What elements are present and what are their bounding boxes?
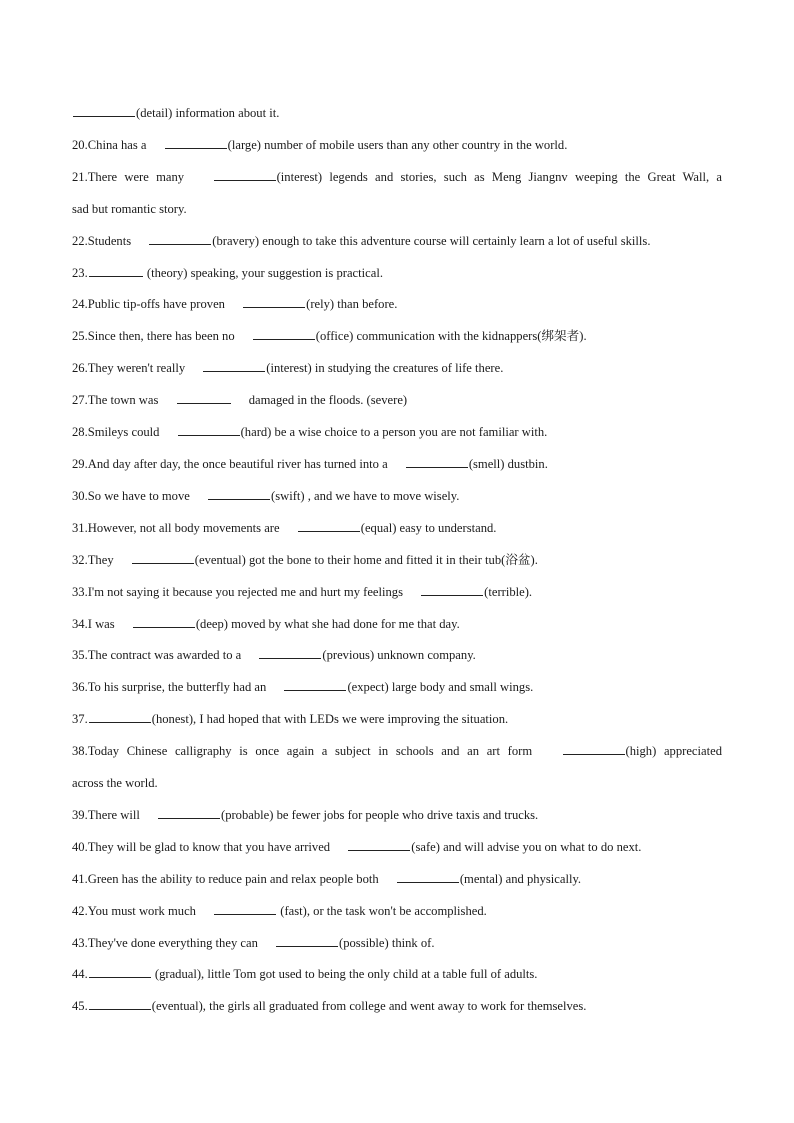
- exercise-line: [72, 449, 722, 481]
- line-prefix: 28.Smileys could: [72, 425, 163, 440]
- line-prefix: 32.They: [72, 552, 117, 567]
- exercise-line: [72, 991, 722, 1023]
- answer-blank[interactable]: [165, 137, 227, 149]
- line-suffix: (smell) dustbin.: [468, 456, 548, 471]
- exercise-line: [72, 768, 722, 800]
- line-prefix: 27.The town was: [72, 393, 162, 408]
- exercise-line: [72, 545, 722, 577]
- exercise-line: [72, 226, 722, 258]
- exercise-line: [72, 928, 722, 960]
- answer-blank[interactable]: [132, 552, 194, 564]
- exercise-line: [72, 385, 722, 417]
- exercise-line: [72, 609, 722, 641]
- answer-blank[interactable]: [89, 265, 143, 277]
- line-suffix: (eventual), the girls all graduated from college and went away to work for themselves.: [151, 999, 587, 1014]
- exercise-line: [72, 130, 722, 162]
- line-prefix: 34.I was: [72, 616, 118, 631]
- line-prefix: 40.They will be glad to know that you have arrived: [72, 839, 334, 854]
- line-suffix: (gradual), little Tom got used to being the only child at a table full of adults.: [151, 967, 538, 982]
- line-suffix: (interest) legends and stories, such as Meng Jiangnv weeping the Great Wall, a: [276, 169, 723, 184]
- answer-blank[interactable]: [89, 998, 151, 1010]
- line-prefix: 36.To his surprise, the butterfly had an: [72, 680, 270, 695]
- line-prefix: 39.There will: [72, 807, 143, 822]
- exercise-line: [72, 98, 722, 130]
- line-suffix: (swift) , and we have to move wisely.: [271, 488, 460, 503]
- line-suffix: (office) communication with the kidnappers(绑架者).: [315, 329, 587, 344]
- exercise-line: [72, 353, 722, 385]
- answer-blank[interactable]: [214, 903, 276, 915]
- line-prefix: 23.: [72, 265, 88, 280]
- answer-blank[interactable]: [73, 105, 135, 117]
- line-prefix: 33.I'm not saying it because you rejected me and hurt my feelings: [72, 584, 407, 599]
- line-suffix: (large) number of mobile users than any other country in the world.: [227, 137, 568, 152]
- answer-blank[interactable]: [243, 296, 305, 308]
- line-suffix: (hard) be a wise choice to a person you are not familiar with.: [240, 425, 548, 440]
- exercise-page: [72, 98, 722, 1023]
- exercise-line: [72, 832, 722, 864]
- line-prefix: 35.The contract was awarded to a: [72, 648, 245, 663]
- line-suffix: (safe) and will advise you on what to do next.: [411, 839, 642, 854]
- exercise-line: [72, 672, 722, 704]
- line-suffix: (fast), or the task won't be accomplished.: [277, 903, 487, 918]
- answer-blank[interactable]: [421, 584, 483, 596]
- line-prefix: 20.China has a: [72, 137, 150, 152]
- exercise-line: [72, 577, 722, 609]
- line-suffix: damaged in the floods. (severe): [245, 393, 408, 408]
- answer-blank[interactable]: [158, 807, 220, 819]
- answer-blank[interactable]: [284, 679, 346, 691]
- answer-blank[interactable]: [397, 871, 459, 883]
- answer-blank[interactable]: [208, 488, 270, 500]
- line-suffix: (rely) than before.: [306, 297, 398, 312]
- exercise-line: [72, 162, 722, 194]
- line-suffix: (mental) and physically.: [459, 871, 582, 886]
- line-prefix: 43.They've done everything they can: [72, 935, 262, 950]
- line-suffix: (terrible).: [484, 584, 533, 599]
- answer-blank[interactable]: [276, 935, 338, 947]
- answer-blank[interactable]: [89, 966, 151, 978]
- line-prefix: 24.Public tip-offs have proven: [72, 297, 229, 312]
- line-suffix: (honest), I had hoped that with LEDs we were improving the situation.: [151, 712, 509, 727]
- answer-blank[interactable]: [406, 456, 468, 468]
- line-suffix: (eventual) got the bone to their home and fitted it in their tub(浴盆).: [194, 552, 538, 567]
- exercise-line: [72, 640, 722, 672]
- line-suffix: (probable) be fewer jobs for people who drive taxis and trucks.: [221, 807, 539, 822]
- line-suffix: (previous) unknown company.: [322, 648, 476, 663]
- line-prefix: sad but romantic story.: [72, 201, 187, 216]
- answer-blank[interactable]: [203, 360, 265, 372]
- line-prefix: 29.And day after day, the once beautiful river has turned into a: [72, 456, 391, 471]
- answer-blank[interactable]: [259, 647, 321, 659]
- line-suffix: (high) appreciated: [625, 744, 722, 759]
- exercise-line: [72, 896, 722, 928]
- line-prefix: 26.They weren't really: [72, 361, 189, 376]
- line-suffix: (equal) easy to understand.: [360, 520, 497, 535]
- exercise-line: [72, 289, 722, 321]
- line-prefix: 38.Today Chinese calligraphy is once again a subject in schools and an art form: [72, 744, 540, 759]
- exercise-line: [72, 194, 722, 226]
- line-suffix: (interest) in studying the creatures of life there.: [266, 361, 504, 376]
- exercise-line: [72, 321, 722, 353]
- line-suffix: (possible) think of.: [339, 935, 435, 950]
- line-prefix: 37.: [72, 712, 88, 727]
- line-prefix: 21.There were many: [72, 169, 192, 184]
- answer-blank[interactable]: [133, 616, 195, 628]
- line-prefix: across the world.: [72, 776, 158, 791]
- exercise-line: [72, 258, 722, 290]
- line-prefix: 25.Since then, there has been no: [72, 329, 238, 344]
- exercise-line: [72, 736, 722, 768]
- line-suffix: (expect) large body and small wings.: [347, 680, 534, 695]
- line-prefix: 42.You must work much: [72, 903, 200, 918]
- exercise-line: [72, 481, 722, 513]
- answer-blank[interactable]: [348, 839, 410, 851]
- line-suffix: (deep) moved by what she had done for me that day.: [195, 616, 460, 631]
- line-prefix: 41.Green has the ability to reduce pain and relax people both: [72, 871, 382, 886]
- answer-blank[interactable]: [298, 520, 360, 532]
- line-suffix: (detail) information about it.: [136, 106, 280, 120]
- exercise-line: [72, 864, 722, 896]
- line-prefix: 30.So we have to move: [72, 488, 194, 503]
- answer-blank[interactable]: [253, 328, 315, 340]
- line-prefix: 44.: [72, 967, 88, 982]
- answer-blank[interactable]: [214, 169, 276, 181]
- answer-blank[interactable]: [563, 743, 625, 755]
- line-suffix: (theory) speaking, your suggestion is practical.: [143, 265, 383, 280]
- line-prefix: 31.However, not all body movements are: [72, 520, 283, 535]
- answer-blank[interactable]: [177, 392, 231, 404]
- exercise-line: [72, 513, 722, 545]
- answer-blank[interactable]: [89, 711, 151, 723]
- exercise-line: [72, 704, 722, 736]
- exercise-line: [72, 800, 722, 832]
- line-suffix: (bravery) enough to take this adventure course will certainly learn a lot of useful skills.: [212, 233, 651, 248]
- answer-blank[interactable]: [178, 424, 240, 436]
- line-prefix: 45.: [72, 999, 88, 1014]
- exercise-line: [72, 959, 722, 991]
- exercise-line: [72, 417, 722, 449]
- answer-blank[interactable]: [149, 233, 211, 245]
- line-prefix: 22.Students: [72, 233, 135, 248]
